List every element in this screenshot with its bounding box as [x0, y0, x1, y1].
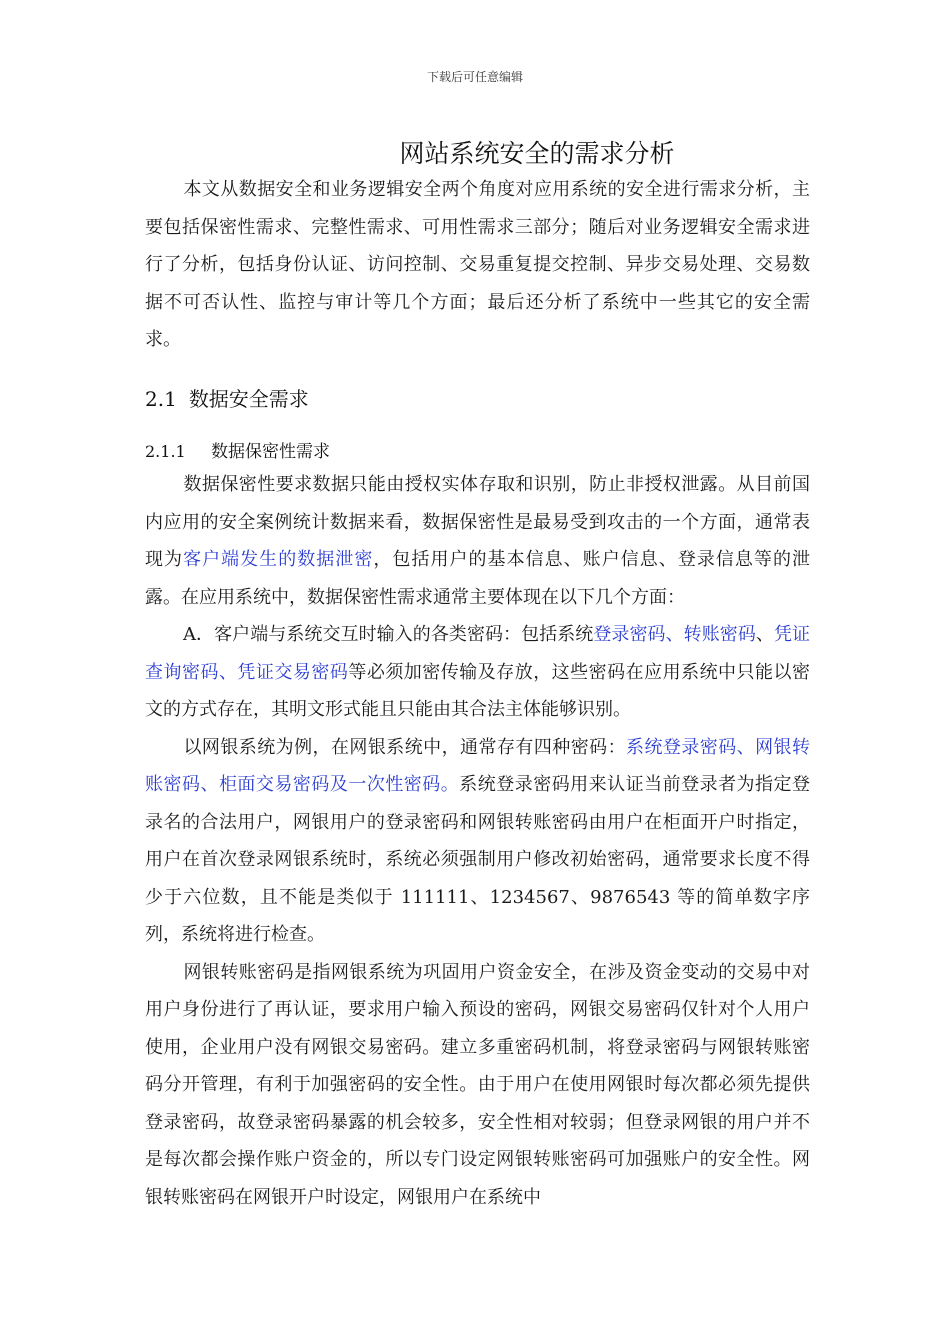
intro-paragraph	[145, 171, 810, 359]
paragraph-passwords	[145, 616, 810, 729]
body-block	[145, 466, 810, 1216]
p2-link-voucher-passwords: 凭证查询密码、凭证交易密码	[145, 624, 811, 683]
p2-text-b: 等必须加密传输及存放，这些密码在应用系统中只能以密文的方式存在，其明文形式能且只能由其合法主体能够识别。	[145, 661, 810, 720]
paragraph-confidentiality	[145, 466, 810, 616]
p2-separator: 、	[665, 624, 684, 645]
p2-separator-2: 、	[755, 624, 774, 645]
document-title: 网站系统安全的需求分析	[399, 139, 675, 168]
p1-text-a: 数据保密性要求数据只能由授权实体存取和识别，防止非授权泄露。从目前国内应用的安全案例统计数据来看，数据保密性是最易受到攻击的一个方面，通常表现为	[145, 474, 810, 570]
section-title: 数据安全需求	[188, 387, 309, 411]
page-header-note: 下载后可任意编辑	[426, 70, 523, 84]
paragraph-ebank-example	[145, 729, 810, 954]
subsection-heading	[145, 437, 330, 462]
p2-link-transfer-password: 转账密码	[683, 624, 756, 645]
p2-link-login-password: 登录密码	[593, 624, 666, 645]
section-number: 2.1	[145, 387, 177, 411]
p3-text-a: 以网银系统为例，在网银系统中，通常存有四种密码：	[183, 736, 627, 758]
p2-text-a: A．客户端与系统交互时输入的各类密码：包括系统	[183, 624, 594, 645]
intro-block	[145, 171, 810, 359]
intro-text: 本文从数据安全和业务逻辑安全两个角度对应用系统的安全进行需求分析，主要包括保密性需求、完整性需求、可用性需求三部分；随后对业务逻辑安全需求进行了分析，包括身份认证、访问控制、交易重复提交控制、异步交易处理、交易数据不可否认性、监控与审计等几个方面；最后还分析了系统中一些其它的安全需求。	[145, 179, 810, 350]
p4-text: 网银转账密码是指网银系统为巩固用户资金安全，在涉及资金变动的交易中对用户身份进行了再认证，要求用户输入预设的密码，网银交易密码仅针对个人用户使用，企业用户没有网银交易密码。建立多重密码机制，将登录密码与网银转账密码分开管理，有利于加强密码的安全性。由于用户在使用网银时每次都必须先提供登录密码，故登录密码暴露的机会较多，安全性相对较弱；但登录网银的用户并不是每次都会操作账户资金的，所以专门设定网银转账密码可加强账户的安全性。网银转账密码在网银开户时设定，网银用户在系统中	[145, 961, 810, 1208]
subsection-title: 数据保密性需求	[211, 442, 330, 462]
p1-link: 客户端发生的数据泄密	[183, 549, 374, 570]
section-heading	[145, 383, 309, 412]
paragraph-transfer-password	[145, 954, 810, 1217]
p3-text-b: 系统登录密码用来认证当前登录者为指定登录名的合法用户，网银用户的登录密码和网银转账密码由用户在柜面开户时指定，用户在首次登录网银系统时，系统必须强制用户修改初始密码，通常要求长度不得少于六位数，且不能是类似于 111111、1234567、9876543 等的简单数字序列，系统将进行检查。	[145, 774, 811, 945]
p1-text-b: ，包括用户的基本信息、账户信息、登录信息等的泄露。在应用系统中，数据保密性需求通常主要体现在以下几个方面：	[145, 549, 811, 608]
p3-link: 系统登录密码、网银转账密码、柜面交易密码及一次性密码。	[145, 736, 811, 795]
subsection-number: 2.1.1	[145, 442, 186, 461]
